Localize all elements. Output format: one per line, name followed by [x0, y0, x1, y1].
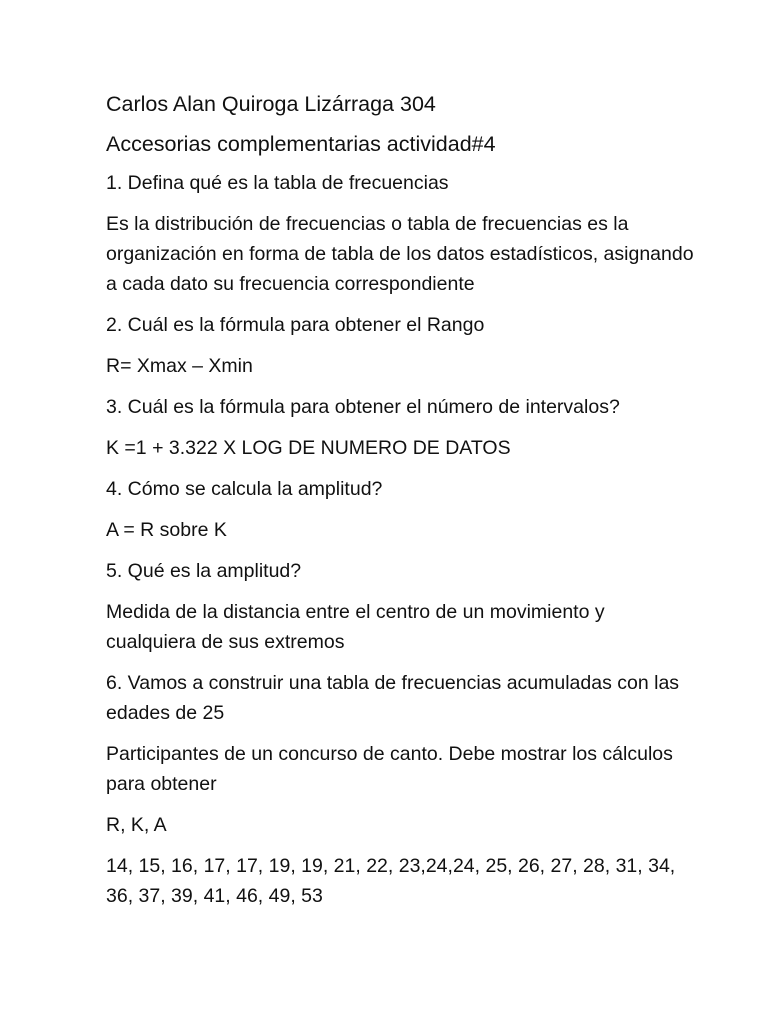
answer-2: R= Xmax – Xmin — [106, 355, 253, 377]
question-1: 1. Defina qué es la tabla de frecuencias — [106, 172, 449, 194]
question-3: 3. Cuál es la fórmula para obtener el número de intervalos? — [106, 396, 620, 418]
answer-4: A = R sobre K — [106, 519, 227, 541]
document-body — [106, 88, 696, 922]
author-line: Carlos Alan Quiroga Lizárraga 304 — [106, 92, 436, 116]
age-data-list: 14, 15, 16, 17, 17, 19, 19, 21, 22, 23,24,24, 25, 26, 27, 28, 31, 34, 36, 37, 39, 41, 46, 49, 53 — [106, 855, 676, 907]
question-5: 5. Qué es la amplitud? — [106, 560, 302, 582]
question-6: 6. Vamos a construir una tabla de frecuencias acumuladas con las edades de 25 — [106, 672, 680, 724]
document-subtitle: Accesorias complementarias actividad#4 — [106, 132, 496, 156]
question-6-continued: Participantes de un concurso de canto. Debe mostrar los cálculos para obtener — [106, 743, 673, 795]
answer-1: Es la distribución de frecuencias o tabla de frecuencias es la organización en forma de tabla de los datos estadísticos, asignando a cada dato su frecuencia correspondiente — [106, 213, 694, 295]
question-2: 2. Cuál es la fórmula para obtener el Rango — [106, 314, 485, 336]
answer-5: Medida de la distancia entre el centro de un movimiento y cualquiera de sus extremos — [106, 601, 605, 653]
answer-3: K =1 + 3.322 X LOG DE NUMERO DE DATOS — [106, 437, 511, 459]
question-4: 4. Cómo se calcula la amplitud? — [106, 478, 383, 500]
required-values: R, K, A — [106, 814, 167, 836]
